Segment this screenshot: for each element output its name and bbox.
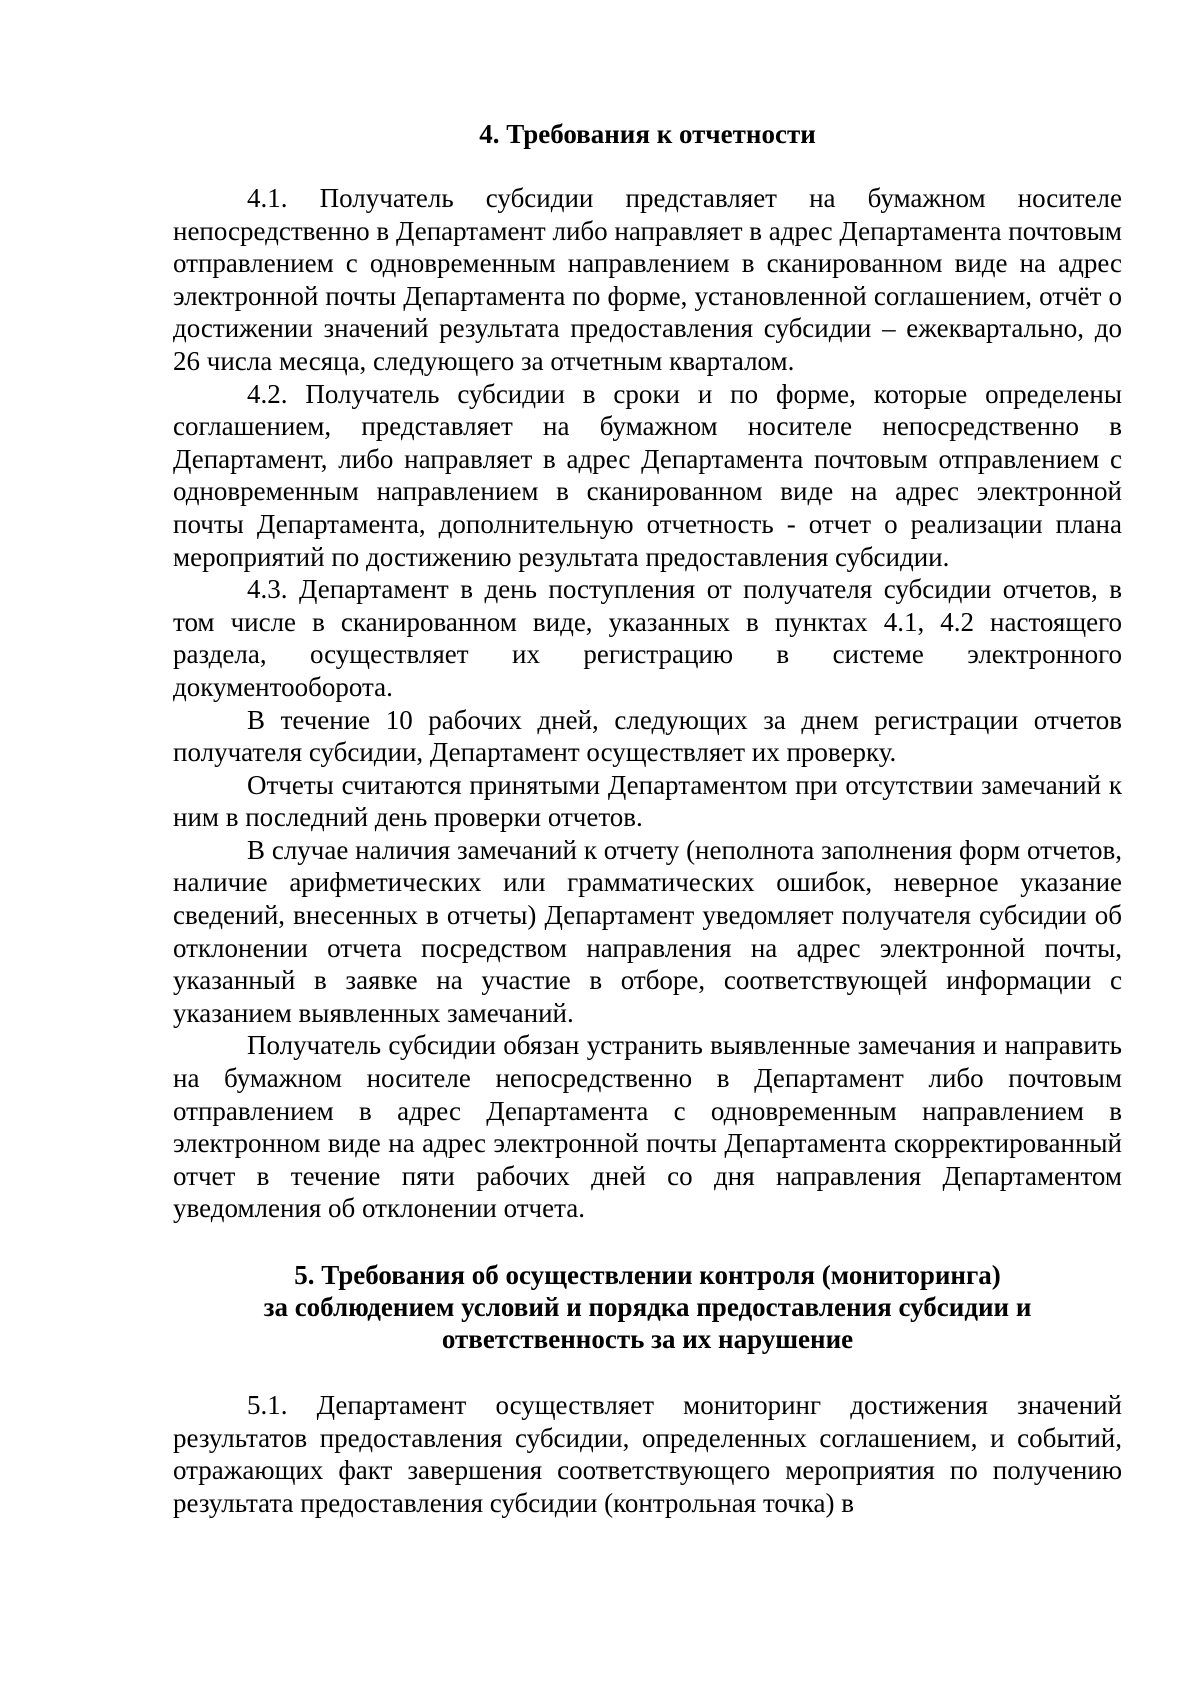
paragraph-4-2: 4.2. Получатель субсидии в сроки и по форме, которые определены соглашением, представляет на бумажном носителе непосредственно в Департамент, либо направляет в адрес Департамента почтовым отправлением с одновременным направлением в сканированном виде на адрес электронной почты Департамента, дополнительную отчетность - отчет о реализации плана мероприятий по достижению результата предоставления субсидии. [173,378,1122,572]
paragraph-4-3-review: В течение 10 рабочих дней, следующих за днем регистрации отчетов получателя субсидии, Департамент осуществляет их проверку. [173,704,1122,768]
section-5-heading-line-3: ответственность за их нарушение [441,1324,854,1354]
paragraph-4-3-correction: Получатель субсидии обязан устранить выявленные замечания и направить на бумажном носителе непосредственно в Департамент либо почтовым отправлением в адрес Департамента с одновременным направлением в электронном виде на адрес электронной почты Департамента скорректированный отчет в течение пяти рабочих дней со дня направления Департаментом уведомления об отклонении отчета. [173,1030,1122,1224]
paragraph-4-3-remarks: В случае наличия замечаний к отчету (неполнота заполнения форм отчетов, наличие арифметических или грамматических ошибок, неверное указание сведений, внесенных в отчеты) Департамент уведомляет получателя субсидии об отклонении отчета посредством направления на адрес электронной почты, указанный в заявке на участие в отборе, соответствующей информации с указанием выявленных замечаний. [173,834,1122,1028]
paragraph-4-3-accepted: Отчеты считаются принятыми Департаментом при отсутствии замечаний к ним в последний день проверки отчетов. [173,769,1122,833]
section-4-heading: 4. Требования к отчетности [479,119,816,149]
section-5-heading [173,1259,1122,1355]
section-5-heading-line-2: за соблюдением условий и порядка предоставления субсидии и [263,1292,1032,1322]
paragraph-4-1: 4.1. Получатель субсидии представляет на бумажном носителе непосредственно в Департамент либо направляет в адрес Департамента почтовым отправлением с одновременным направлением в сканированном виде на адрес электронной почты Департамента по форме, установленной соглашением, отчёт о достижении значений результата предоставления субсидии – ежеквартально, до 26 числа месяца, следующего за отчетным кварталом. [173,183,1122,376]
paragraph-5-1: 5.1. Департамент осуществляет мониторинг достижения значений результатов предоставления субсидии, определенных соглашением, и событий, отражающих факт завершения соответствующего мероприятия по получению результата предоставления субсидии (контрольная точка) в [173,1390,1122,1518]
document-body [173,118,1122,1519]
paragraph-4-3: 4.3. Департамент в день поступления от получателя субсидии отчетов, в том числе в сканированном виде, указанных в пунктах 4.1, 4.2 настоящего раздела, осуществляет их регистрацию в системе электронного документооборота. [173,574,1122,702]
section-5-heading-line-1: 5. Требования об осуществлении контроля (мониторинга) [294,1260,1001,1290]
